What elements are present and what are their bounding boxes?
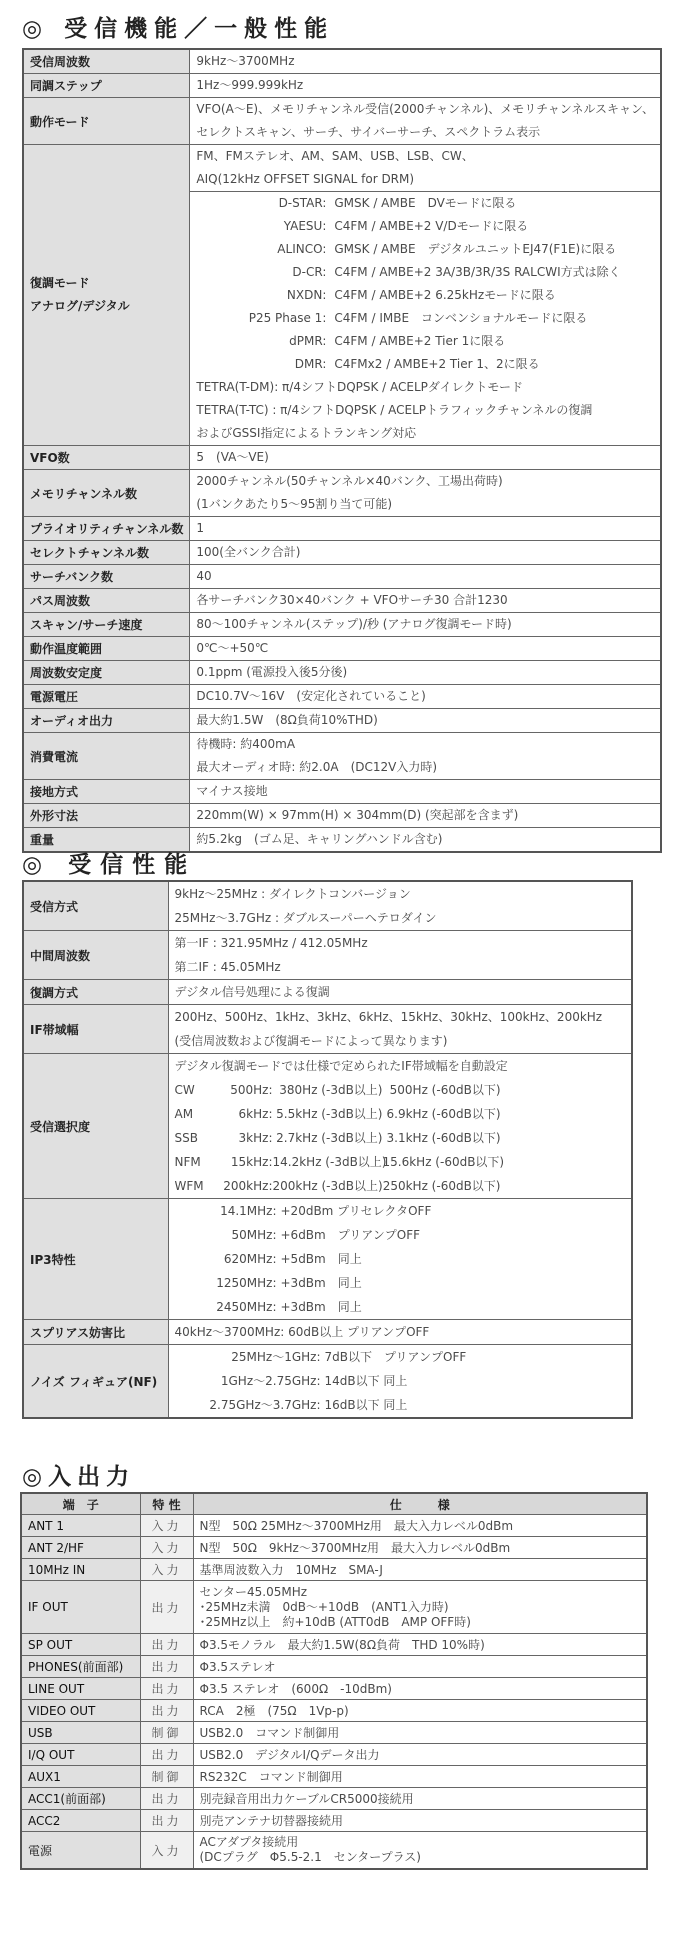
general-spec-label: 同調ステップ bbox=[23, 74, 190, 98]
selectivity-cell: 250kHz (-60dB以下) bbox=[382, 1179, 501, 1193]
general-spec-value bbox=[190, 733, 661, 780]
general-spec-row bbox=[23, 637, 661, 661]
digital-mode-name: dPMR: bbox=[289, 334, 327, 348]
noise-figure-row bbox=[23, 1345, 632, 1419]
io-row bbox=[21, 1788, 647, 1810]
general-spec-row bbox=[23, 98, 661, 145]
general-spec-value-line: 最大オーディオ時: 約2.0A (DC12V入力時) bbox=[196, 760, 438, 774]
ip3-row bbox=[23, 1199, 632, 1320]
general-spec-value-line: 5 (VA～VE) bbox=[196, 450, 269, 464]
general-spec-label: パス周波数 bbox=[23, 589, 190, 613]
io-terminal: I/Q OUT bbox=[21, 1744, 140, 1766]
io-row bbox=[21, 1700, 647, 1722]
if-bandwidth-value bbox=[168, 1005, 632, 1054]
io-spec bbox=[193, 1810, 647, 1832]
demod-analog-line: AIQ(12kHz OFFSET SIGNAL for DRM) bbox=[196, 172, 415, 186]
demod-digital-line bbox=[196, 284, 654, 307]
general-spec-value bbox=[190, 98, 661, 145]
io-header-row bbox=[21, 1493, 647, 1515]
io-direction: 入力 bbox=[140, 1537, 193, 1559]
io-spec-line: ･25MHz未満 0dB～+10dB (ANT1入力時) bbox=[199, 1599, 449, 1614]
selectivity-value bbox=[168, 1054, 632, 1199]
if-bandwidth-row bbox=[23, 1005, 632, 1054]
general-spec-row bbox=[23, 709, 661, 733]
digital-mode-spec: GMSK / AMBE DVモードに限る bbox=[334, 196, 517, 210]
general-spec-value bbox=[190, 446, 661, 470]
nf-range: 1GHz～2.75GHz: bbox=[220, 1374, 321, 1388]
digital-mode-spec: C4FM / AMBE+2 6.25kHzモードに限る bbox=[334, 288, 556, 302]
io-row bbox=[21, 1634, 647, 1656]
io-row bbox=[21, 1656, 647, 1678]
io-row bbox=[21, 1766, 647, 1788]
ip3-spec: +20dBm プリセレクタOFF bbox=[280, 1204, 432, 1218]
general-spec-value-line: 40 bbox=[196, 569, 212, 583]
spurious-ratio-value-line: 40kHz～3700MHz: 60dB以上 プリアンプOFF bbox=[174, 1325, 430, 1339]
general-spec-value bbox=[190, 780, 661, 804]
general-spec-value bbox=[190, 49, 661, 74]
io-direction: 出力 bbox=[140, 1700, 193, 1722]
general-spec-value-line: DC10.7V～16V (安定化されていること) bbox=[196, 689, 426, 703]
io-spec-line: USB2.0 コマンド制御用 bbox=[199, 1726, 340, 1740]
general-spec-value bbox=[190, 709, 661, 733]
general-spec-value-line: 0℃～+50℃ bbox=[196, 641, 269, 655]
selectivity-cell: 5.5kHz (-3dB以上) bbox=[276, 1107, 383, 1121]
ip3-line bbox=[175, 1199, 626, 1223]
demod-method-value bbox=[168, 980, 632, 1005]
general-spec-row bbox=[23, 470, 661, 517]
general-spec-label: サーチバンク数 bbox=[23, 565, 190, 589]
noise-figure-value bbox=[168, 1345, 632, 1419]
general-spec-row bbox=[23, 780, 661, 804]
demod-analog bbox=[190, 145, 661, 192]
spurious-ratio-row bbox=[23, 1320, 632, 1345]
io-spec-line: Φ3.5ステレオ bbox=[199, 1660, 276, 1674]
demod-method-row bbox=[23, 980, 632, 1005]
io-spec-line: Φ3.5 ステレオ (600Ω -10dBm) bbox=[199, 1682, 392, 1696]
io-direction: 出力 bbox=[140, 1581, 193, 1634]
ip3-spec: +5dBm 同上 bbox=[280, 1252, 362, 1266]
ip3-freq: 14.1MHz: bbox=[220, 1204, 277, 1218]
io-direction: 制御 bbox=[140, 1722, 193, 1744]
general-spec-label: 接地方式 bbox=[23, 780, 190, 804]
if-bandwidth-label: IF帯域幅 bbox=[23, 1005, 168, 1054]
general-spec-value-line: 待機時: 約400mA bbox=[196, 737, 296, 751]
general-spec-label: 消費電流 bbox=[23, 733, 190, 780]
selectivity-cell: 14.2kHz (-3dB以上) bbox=[272, 1155, 387, 1169]
io-row bbox=[21, 1581, 647, 1634]
io-terminal: 10MHz IN bbox=[21, 1559, 140, 1581]
general-spec-value-line: 1Hz～999.999kHz bbox=[196, 78, 304, 92]
selectivity-line bbox=[175, 1078, 626, 1102]
io-spec-line: N型 50Ω 9kHz～3700MHz用 最大入力レベル0dBm bbox=[199, 1541, 511, 1555]
nf-range: 2.75GHz～3.7GHz: bbox=[209, 1398, 321, 1412]
general-spec-value bbox=[190, 589, 661, 613]
general-spec-row bbox=[23, 661, 661, 685]
io-spec bbox=[193, 1744, 647, 1766]
digital-mode-spec: C4FM / AMBE+2 Tier 1に限る bbox=[334, 334, 506, 348]
reception-method-value-line: 25MHz～3.7GHz : ダブルスーパーヘテロダイン bbox=[174, 911, 437, 925]
selectivity-line bbox=[175, 1126, 626, 1150]
nf-spec: 7dB以下 プリアンプOFF bbox=[324, 1350, 467, 1364]
io-spec-line: USB2.0 デジタルI/Qデータ出力 bbox=[199, 1748, 380, 1762]
selectivity-cell: 6.9kHz (-60dB以下) bbox=[386, 1107, 501, 1121]
noise-figure-line bbox=[175, 1393, 626, 1417]
noise-figure-line bbox=[175, 1345, 626, 1369]
general-spec-value bbox=[190, 470, 661, 517]
general-spec-row bbox=[23, 565, 661, 589]
general-spec-label: 動作温度範囲 bbox=[23, 637, 190, 661]
selectivity-cell: 500Hz: bbox=[230, 1083, 273, 1097]
io-terminal: 電源 bbox=[21, 1832, 140, 1870]
ip3-line bbox=[175, 1295, 626, 1319]
digital-mode-name: D-STAR: bbox=[278, 196, 327, 210]
selectivity-row bbox=[23, 1054, 632, 1199]
io-row bbox=[21, 1810, 647, 1832]
selectivity-cell: 3.1kHz (-60dB以下) bbox=[386, 1131, 501, 1145]
noise-figure-label: ノイズ フィギュア(NF) bbox=[23, 1345, 168, 1419]
io-spec-line: 基準周波数入力 10MHz SMA-J bbox=[199, 1563, 383, 1577]
general-spec-value-line: (1バンクあたり5～95割り当て可能) bbox=[196, 497, 393, 511]
ip3-freq: 50MHz: bbox=[231, 1228, 277, 1242]
if-frequency-value-line: 第一IF : 321.95MHz / 412.05MHz bbox=[174, 936, 368, 950]
general-spec-value bbox=[190, 565, 661, 589]
general-spec-value bbox=[190, 74, 661, 98]
io-spec-line: 別売録音用出力ケーブルCR5000接続用 bbox=[199, 1792, 414, 1806]
tetra-line: TETRA(T-TC) : π/4シフトDQPSK / ACELPトラフィックチャンネルの復調 bbox=[196, 403, 593, 417]
demod-digital-line bbox=[196, 192, 654, 215]
nf-spec: 16dB以下 同上 bbox=[324, 1398, 408, 1412]
general-spec-row bbox=[23, 613, 661, 637]
io-direction: 入力 bbox=[140, 1515, 193, 1537]
general-spec-label: 受信周波数 bbox=[23, 49, 190, 74]
io-spec-table bbox=[20, 1492, 648, 1870]
general-spec-value bbox=[190, 637, 661, 661]
io-row bbox=[21, 1832, 647, 1870]
general-spec-row bbox=[23, 685, 661, 709]
io-spec bbox=[193, 1788, 647, 1810]
ip3-line bbox=[175, 1223, 626, 1247]
io-spec-line: N型 50Ω 25MHz～3700MHz用 最大入力レベル0dBm bbox=[199, 1519, 514, 1533]
digital-mode-spec: C4FM / AMBE+2 V/Dモードに限る bbox=[334, 219, 529, 233]
io-terminal: VIDEO OUT bbox=[21, 1700, 140, 1722]
general-spec-label: 重量 bbox=[23, 828, 190, 853]
selectivity-cell: 500Hz (-60dB以下) bbox=[389, 1083, 501, 1097]
noise-figure-line bbox=[175, 1369, 626, 1393]
io-terminal: ACC2 bbox=[21, 1810, 140, 1832]
demod-digital-line bbox=[196, 238, 654, 261]
io-row bbox=[21, 1722, 647, 1744]
ip3-value bbox=[168, 1199, 632, 1320]
digital-mode-name: DMR: bbox=[294, 357, 327, 371]
selectivity-cell: NFM bbox=[174, 1155, 201, 1169]
general-spec-label: セレクトチャンネル数 bbox=[23, 541, 190, 565]
general-spec-value bbox=[190, 541, 661, 565]
reception-method-value-line: 9kHz～25MHz : ダイレクトコンバージョン bbox=[174, 887, 411, 901]
ip3-freq: 2450MHz: bbox=[216, 1300, 277, 1314]
io-spec bbox=[193, 1656, 647, 1678]
general-spec-row bbox=[23, 517, 661, 541]
io-terminal: PHONES(前面部) bbox=[21, 1656, 140, 1678]
io-spec bbox=[193, 1634, 647, 1656]
ip3-line bbox=[175, 1271, 626, 1295]
io-terminal: ACC1(前面部) bbox=[21, 1788, 140, 1810]
digital-mode-spec: C4FM / IMBE コンベンショナルモードに限る bbox=[334, 311, 588, 325]
spurious-ratio-value bbox=[168, 1320, 632, 1345]
io-terminal: ANT 1 bbox=[21, 1515, 140, 1537]
general-spec-value-line: 2000チャンネル(50チャンネル×40バンク、工場出荷時) bbox=[196, 474, 503, 488]
io-spec-line: ACアダプタ接続用 bbox=[199, 1835, 299, 1849]
digital-mode-name: NXDN: bbox=[286, 288, 327, 302]
io-direction: 入力 bbox=[140, 1832, 193, 1870]
io-direction: 出力 bbox=[140, 1744, 193, 1766]
general-spec-value-line: 1 bbox=[196, 521, 205, 535]
selectivity-cell: WFM bbox=[174, 1179, 204, 1193]
selectivity-note: デジタル復調モードでは仕様で定められたIF帯域幅を自動設定 bbox=[174, 1059, 508, 1073]
general-spec-label: 周波数安定度 bbox=[23, 661, 190, 685]
general-spec-label: スキャン/サーチ速度 bbox=[23, 613, 190, 637]
digital-mode-name: D-CR: bbox=[292, 265, 327, 279]
general-spec-label: 外形寸法 bbox=[23, 804, 190, 828]
io-spec bbox=[193, 1537, 647, 1559]
selectivity-cell: 15.6kHz (-60dB以下) bbox=[382, 1155, 505, 1169]
io-spec bbox=[193, 1515, 647, 1537]
selectivity-line bbox=[175, 1102, 626, 1126]
if-frequency-value bbox=[168, 931, 632, 980]
spurious-ratio-label: スプリアス妨害比 bbox=[23, 1320, 168, 1345]
general-spec-row bbox=[23, 74, 661, 98]
demod-label bbox=[23, 145, 190, 446]
io-row bbox=[21, 1678, 647, 1700]
general-spec-row bbox=[23, 541, 661, 565]
io-spec bbox=[193, 1559, 647, 1581]
header-spec: 仕 様 bbox=[193, 1493, 647, 1515]
selectivity-cell: AM bbox=[174, 1107, 194, 1121]
digital-mode-spec: C4FM / AMBE+2 3A/3B/3R/3S RALCWI方式は除く bbox=[334, 265, 621, 279]
digital-mode-name: P25 Phase 1: bbox=[248, 311, 327, 325]
io-spec bbox=[193, 1722, 647, 1744]
digital-mode-spec: GMSK / AMBE デジタルユニットEJ47(F1E)に限る bbox=[334, 242, 617, 256]
io-direction: 出力 bbox=[140, 1678, 193, 1700]
general-spec-value-line: セレクトスキャン、サーチ、サイバーサーチ、スペクトラム表示 bbox=[196, 125, 541, 139]
selectivity-line bbox=[175, 1150, 626, 1174]
tetra-line: およびGSSI指定によるトランキング対応 bbox=[196, 426, 417, 440]
ip3-label: IP3特性 bbox=[23, 1199, 168, 1320]
reception-spec-table bbox=[22, 880, 633, 1419]
general-spec-value-line: 各サーチバンク30×40バンク + VFOサーチ30 合計1230 bbox=[196, 593, 508, 607]
general-spec-value bbox=[190, 804, 661, 828]
general-spec-value-line: 最大約1.5W (8Ω負荷10%THD) bbox=[196, 713, 378, 727]
io-spec-line: Φ3.5モノラル 最大約1.5W(8Ω負荷 THD 10%時) bbox=[199, 1638, 485, 1652]
io-spec bbox=[193, 1766, 647, 1788]
section-title-general: ◎ 受信機能／一般性能 bbox=[22, 15, 335, 42]
selectivity-line bbox=[175, 1174, 626, 1198]
digital-mode-spec: C4FMx2 / AMBE+2 Tier 1、2に限る bbox=[334, 357, 540, 371]
io-spec bbox=[193, 1581, 647, 1634]
tetra-line: TETRA(T-DM): π/4シフトDQPSK / ACELPダイレクトモード bbox=[196, 380, 523, 394]
io-direction: 出力 bbox=[140, 1788, 193, 1810]
demod-method-value-line: デジタル信号処理による復調 bbox=[174, 985, 330, 999]
demod-digital-line bbox=[196, 353, 654, 376]
general-spec-value-line: 0.1ppm (電源投入後5分後) bbox=[196, 665, 348, 679]
general-spec-label: VFO数 bbox=[23, 446, 190, 470]
selectivity-cell: 380Hz (-3dB以上) bbox=[279, 1083, 383, 1097]
ip3-spec: +6dBm プリアンプOFF bbox=[280, 1228, 421, 1242]
io-spec-line: センター45.05MHz bbox=[199, 1584, 308, 1599]
general-spec-value bbox=[190, 613, 661, 637]
io-direction: 制御 bbox=[140, 1766, 193, 1788]
io-spec-line: (DCプラグ Φ5.5-2.1 センタープラス) bbox=[199, 1850, 421, 1864]
demod-analog-line: FM、FMステレオ、AM、SAM、USB、LSB、CW、 bbox=[196, 149, 474, 163]
io-spec-line: RCA 2極 (75Ω 1Vp-p) bbox=[199, 1704, 349, 1718]
ip3-spec: +3dBm 同上 bbox=[280, 1276, 362, 1290]
general-spec-table bbox=[22, 48, 662, 853]
general-spec-row bbox=[23, 733, 661, 780]
header-direction: 特 性 bbox=[140, 1493, 193, 1515]
selectivity-cell: 3kHz: bbox=[238, 1131, 273, 1145]
section-title-io: ◎入出力 bbox=[22, 1463, 136, 1490]
io-terminal: ANT 2/HF bbox=[21, 1537, 140, 1559]
general-spec-value-line: 9kHz～3700MHz bbox=[196, 54, 295, 68]
general-spec-label: プライオリティチャンネル数 bbox=[23, 517, 190, 541]
io-row bbox=[21, 1559, 647, 1581]
demod-digital-line bbox=[196, 330, 654, 353]
if-frequency-label: 中間周波数 bbox=[23, 931, 168, 980]
general-spec-label: オーディオ出力 bbox=[23, 709, 190, 733]
io-row bbox=[21, 1744, 647, 1766]
io-row bbox=[21, 1537, 647, 1559]
io-direction: 入力 bbox=[140, 1559, 193, 1581]
io-direction: 出力 bbox=[140, 1634, 193, 1656]
demod-digital bbox=[190, 192, 661, 446]
digital-mode-name: ALINCO: bbox=[277, 242, 327, 256]
general-spec-value bbox=[190, 661, 661, 685]
reception-method-row bbox=[23, 881, 632, 931]
ip3-line bbox=[175, 1247, 626, 1271]
selectivity-cell: CW bbox=[174, 1083, 195, 1097]
general-spec-label: 動作モード bbox=[23, 98, 190, 145]
demod-digital-line bbox=[196, 307, 654, 330]
general-spec-row bbox=[23, 446, 661, 470]
selectivity-cell: SSB bbox=[174, 1131, 198, 1145]
if-frequency-value-line: 第二IF : 45.05MHz bbox=[174, 960, 281, 974]
ip3-freq: 1250MHz: bbox=[216, 1276, 277, 1290]
io-spec-line: 別売アンテナ切替器接続用 bbox=[199, 1814, 344, 1828]
demod-digital-line bbox=[196, 215, 654, 238]
general-spec-value-line: 約5.2kg (ゴム足、キャリングハンドル含む) bbox=[196, 832, 443, 846]
general-spec-value-line: 100(全バンク合計) bbox=[196, 545, 301, 559]
section-title-reception: ◎ 受信性能 bbox=[22, 851, 197, 878]
general-spec-label: 電源電圧 bbox=[23, 685, 190, 709]
selectivity-cell: 200kHz (-3dB以上) bbox=[272, 1179, 383, 1193]
reception-method-label: 受信方式 bbox=[23, 881, 168, 931]
io-spec-line: ･25MHz以上 約+10dB (ATT0dB AMP OFF時) bbox=[199, 1614, 471, 1629]
nf-range: 25MHz～1GHz: bbox=[231, 1350, 321, 1364]
io-terminal: SP OUT bbox=[21, 1634, 140, 1656]
if-bandwidth-value-line: (受信周波数および復調モードによって異なります) bbox=[174, 1034, 448, 1048]
io-spec-line: RS232C コマンド制御用 bbox=[199, 1770, 343, 1784]
demod-label-line: 復調モード bbox=[30, 276, 90, 290]
general-spec-value bbox=[190, 517, 661, 541]
ip3-spec: +3dBm 同上 bbox=[280, 1300, 362, 1314]
demod-digital-line bbox=[196, 261, 654, 284]
general-spec-value-line: 80～100チャンネル(ステップ)/秒 (アナログ復調モード時) bbox=[196, 617, 512, 631]
selectivity-cell: 2.7kHz (-3dB以上) bbox=[276, 1131, 383, 1145]
nf-spec: 14dB以下 同上 bbox=[324, 1374, 408, 1388]
general-spec-value bbox=[190, 828, 661, 853]
demod-method-label: 復調方式 bbox=[23, 980, 168, 1005]
demod-label-line: アナログ/デジタル bbox=[30, 299, 130, 313]
if-frequency-row bbox=[23, 931, 632, 980]
ip3-freq: 620MHz: bbox=[223, 1252, 277, 1266]
general-spec-value-line: マイナス接地 bbox=[196, 784, 268, 798]
general-spec-value bbox=[190, 685, 661, 709]
header-terminal: 端 子 bbox=[21, 1493, 140, 1515]
selectivity-cell: 15kHz: bbox=[230, 1155, 273, 1169]
digital-mode-name: YAESU: bbox=[283, 219, 327, 233]
io-spec bbox=[193, 1832, 647, 1870]
io-spec bbox=[193, 1678, 647, 1700]
general-spec-row bbox=[23, 49, 661, 74]
demod-row bbox=[23, 145, 661, 192]
general-spec-row bbox=[23, 589, 661, 613]
selectivity-cell: 6kHz: bbox=[238, 1107, 273, 1121]
io-terminal: LINE OUT bbox=[21, 1678, 140, 1700]
selectivity-label: 受信選択度 bbox=[23, 1054, 168, 1199]
io-terminal: AUX1 bbox=[21, 1766, 140, 1788]
io-row bbox=[21, 1515, 647, 1537]
general-spec-label: メモリチャンネル数 bbox=[23, 470, 190, 517]
general-spec-value-line: VFO(A～E)、メモリチャンネル受信(2000チャンネル)、メモリチャンネルスキャン、 bbox=[196, 102, 655, 116]
general-spec-row bbox=[23, 804, 661, 828]
io-direction: 出力 bbox=[140, 1656, 193, 1678]
selectivity-cell: 200kHz: bbox=[223, 1179, 273, 1193]
io-terminal: USB bbox=[21, 1722, 140, 1744]
if-bandwidth-value-line: 200Hz、500Hz、1kHz、3kHz、6kHz、15kHz、30kHz、100kHz、200kHz bbox=[174, 1010, 603, 1024]
io-terminal: IF OUT bbox=[21, 1581, 140, 1634]
io-spec bbox=[193, 1700, 647, 1722]
general-spec-value-line: 220mm(W) × 97mm(H) × 304mm(D) (突起部を含まず) bbox=[196, 808, 519, 822]
io-direction: 出力 bbox=[140, 1810, 193, 1832]
reception-method-value bbox=[168, 881, 632, 931]
